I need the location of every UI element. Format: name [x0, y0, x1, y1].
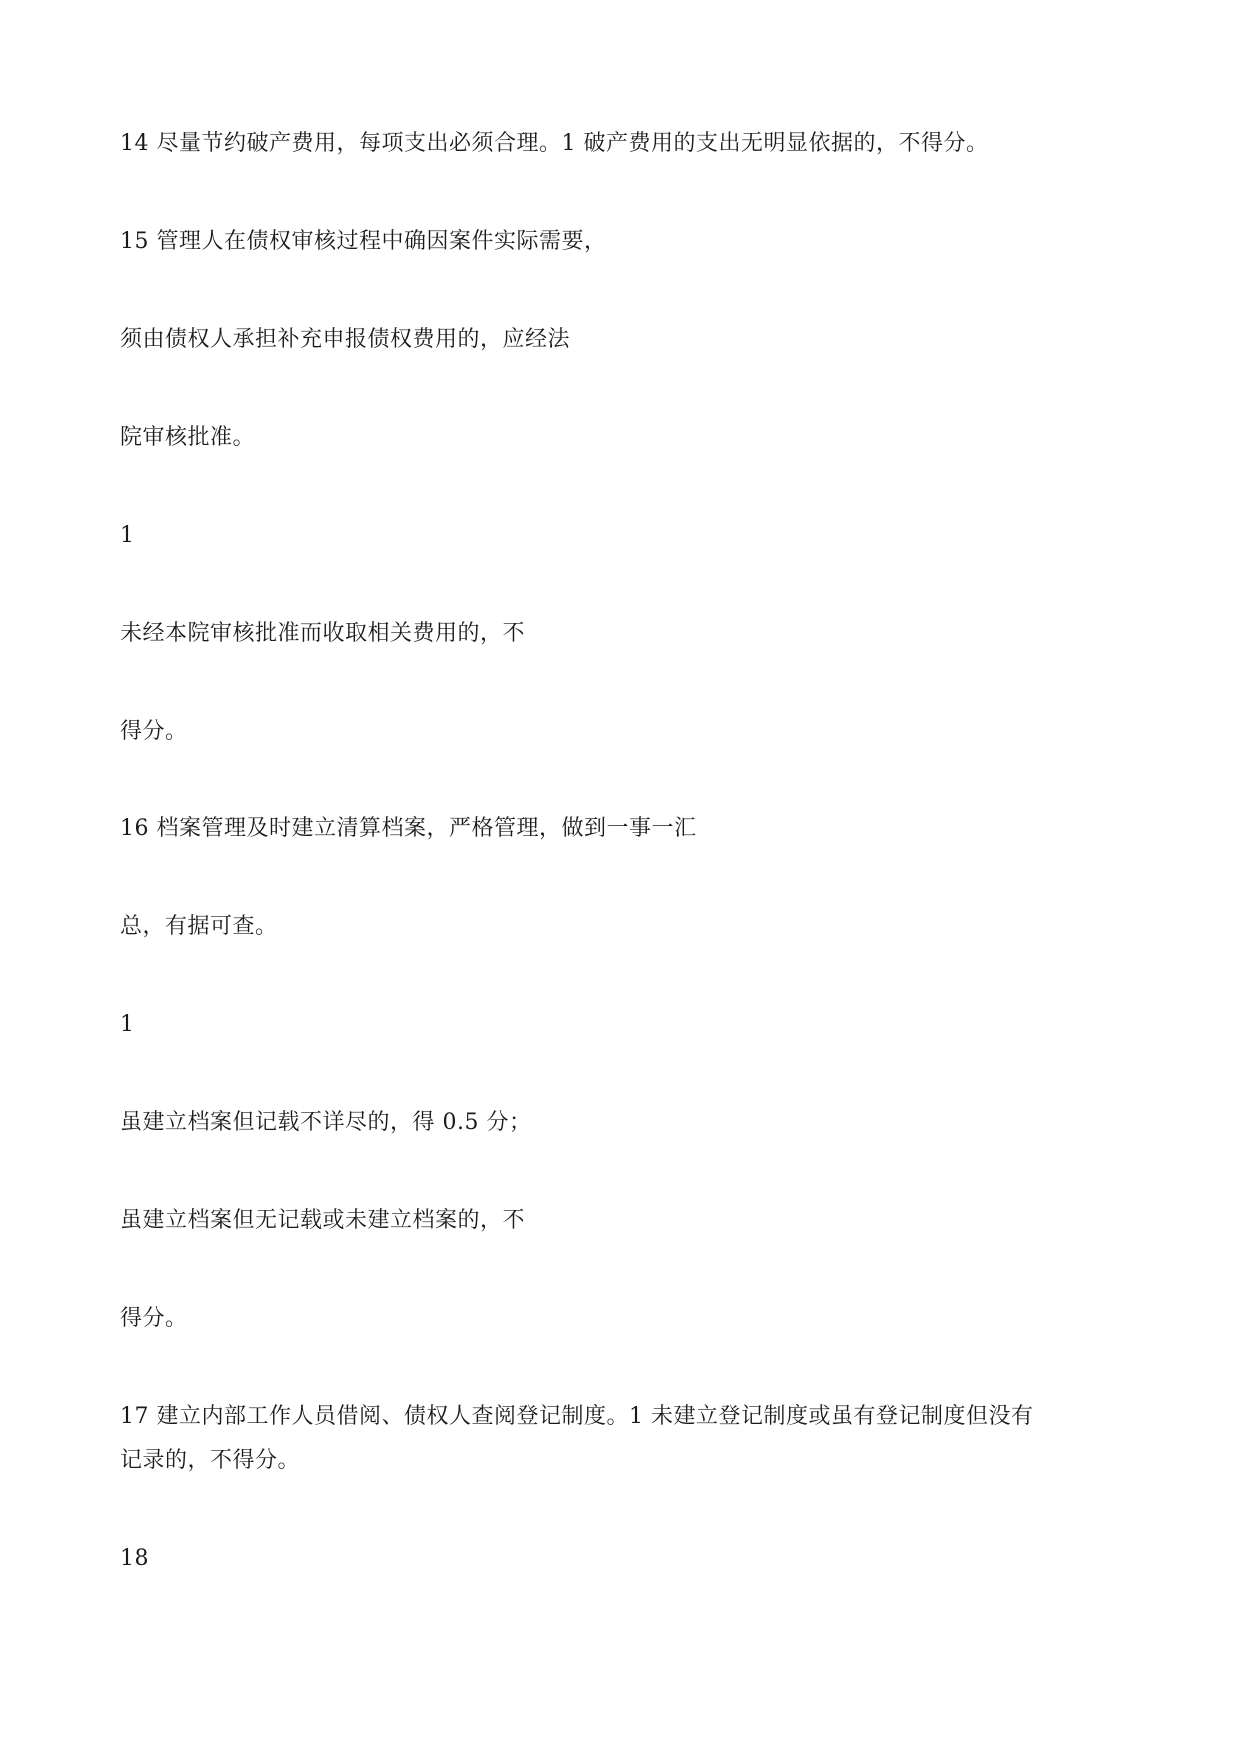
text-line-item-15: 15 管理人在债权审核过程中确因案件实际需要，: [120, 229, 607, 254]
text-line: 未经本院审核批准而收取相关费用的，不: [120, 621, 526, 646]
text-line: 院审核批准。: [120, 425, 256, 450]
text-line-item-16: 16 档案管理及时建立清算档案，严格管理，做到一事一汇: [120, 816, 697, 841]
text-line: 总，有据可查。: [120, 914, 278, 939]
text-line: 记录的，不得分。: [120, 1448, 301, 1473]
text-line: 虽建立档案但无记载或未建立档案的，不: [120, 1208, 526, 1233]
text-line-item-14: 14 尽量节约破产费用，每项支出必须合理。1 破产费用的支出无明显依据的，不得分。: [120, 131, 989, 156]
score-value: 1: [120, 1012, 135, 1037]
text-line: 须由债权人承担补充申报债权费用的，应经法: [120, 327, 571, 352]
text-line: 得分。: [120, 1306, 188, 1331]
text-line-item-18: 18: [120, 1546, 149, 1571]
text-line: 得分。: [120, 719, 188, 744]
score-value: 1: [120, 523, 135, 548]
text-line-item-17: 17 建立内部工作人员借阅、债权人查阅登记制度。1 未建立登记制度或虽有登记制度但没有: [120, 1404, 1034, 1429]
text-line: 虽建立档案但记载不详尽的，得 0.5 分；: [120, 1110, 532, 1135]
